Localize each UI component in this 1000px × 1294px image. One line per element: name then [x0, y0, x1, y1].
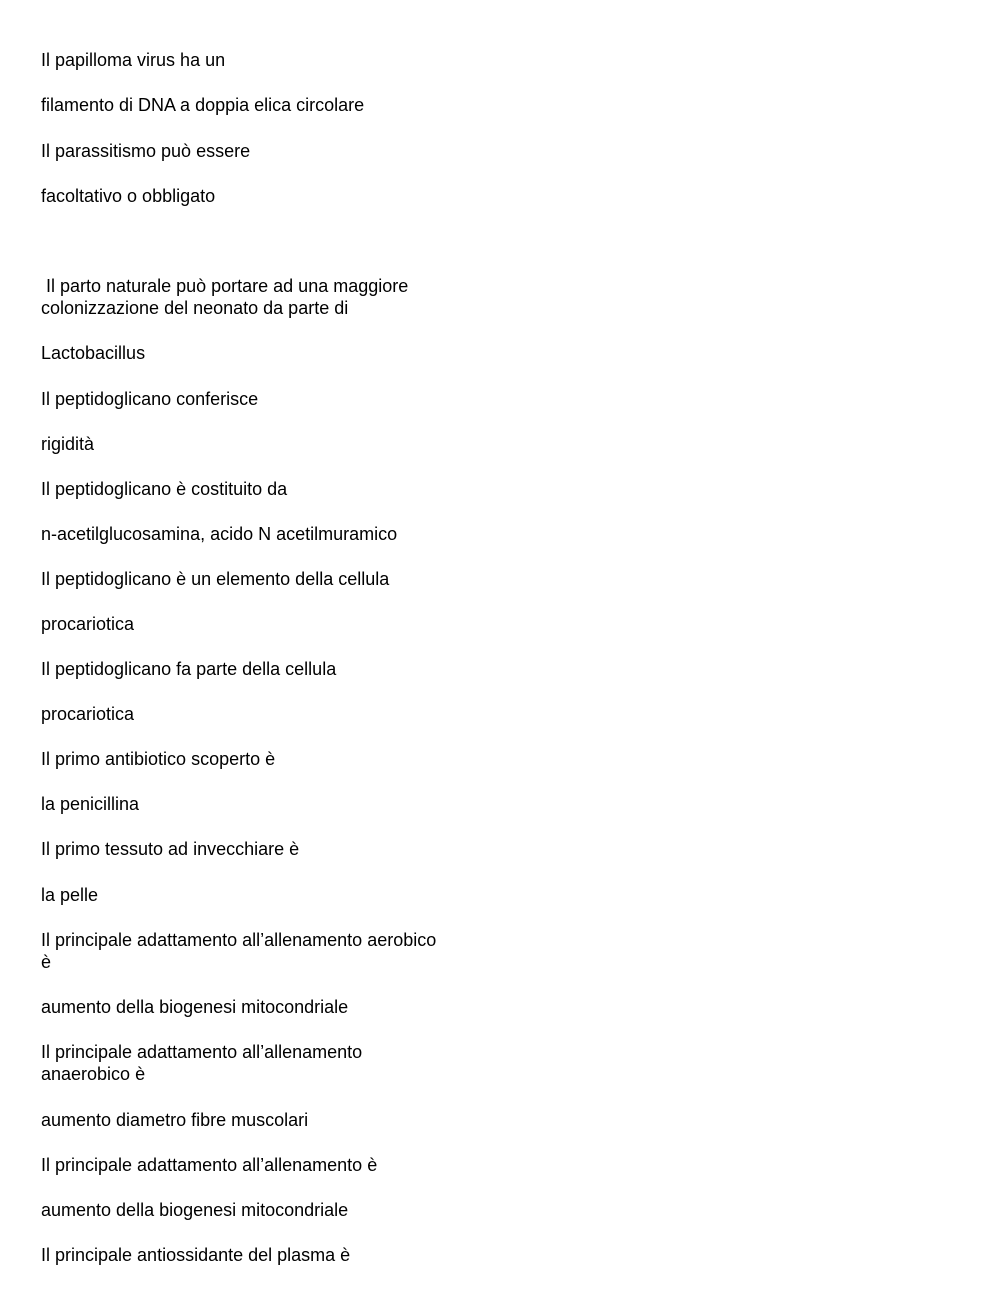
question-adattamento-generale: Il principale adattamento all’allenamento è	[41, 1155, 378, 1175]
question-peptidoglicano-conferisce: Il peptidoglicano conferisce	[41, 389, 259, 409]
answer-peptidoglicano-costituito: n-acetilglucosamina, acido N acetilmuramico	[41, 524, 398, 544]
answer-primo-tessuto: la pelle	[41, 885, 99, 905]
answer-adattamento-generale: aumento della biogenesi mitocondriale	[41, 1200, 349, 1220]
question-papilloma: Il papilloma virus ha un	[41, 50, 226, 70]
answer-papilloma: filamento di DNA a doppia elica circolare	[41, 95, 365, 115]
answer-parassitismo: facoltativo o obbligato	[41, 186, 216, 206]
question-peptidoglicano-parte: Il peptidoglicano fa parte della cellula	[41, 659, 337, 679]
question-adattamento-anaerobico: Il principale adattamento all’allenamento anaerobico è	[41, 1042, 363, 1084]
question-parassitismo: Il parassitismo può essere	[41, 141, 251, 161]
answer-parto-naturale: Lactobacillus	[41, 343, 146, 363]
answer-peptidoglicano-conferisce: rigidità	[41, 434, 95, 454]
question-parto-naturale: Il parto naturale può portare ad una maggiore colonizzazione del neonato da parte di	[41, 276, 409, 318]
question-antiossidante-plasma: Il principale antiossidante del plasma è	[41, 1245, 351, 1265]
question-primo-tessuto: Il primo tessuto ad invecchiare è	[41, 839, 300, 859]
answer-peptidoglicano-elemento: procariotica	[41, 614, 135, 634]
question-adattamento-aerobico: Il principale adattamento all’allenamento aerobico è	[41, 930, 437, 972]
question-peptidoglicano-elemento: Il peptidoglicano è un elemento della cellula	[41, 569, 390, 589]
question-peptidoglicano-costituito: Il peptidoglicano è costituito da	[41, 479, 288, 499]
question-primo-antibiotico: Il primo antibiotico scoperto è	[41, 749, 276, 769]
answer-adattamento-aerobico: aumento della biogenesi mitocondriale	[41, 997, 349, 1017]
answer-adattamento-anaerobico: aumento diametro fibre muscolari	[41, 1110, 309, 1130]
answer-peptidoglicano-parte: procariotica	[41, 704, 135, 724]
answer-primo-antibiotico: la penicillina	[41, 794, 140, 814]
